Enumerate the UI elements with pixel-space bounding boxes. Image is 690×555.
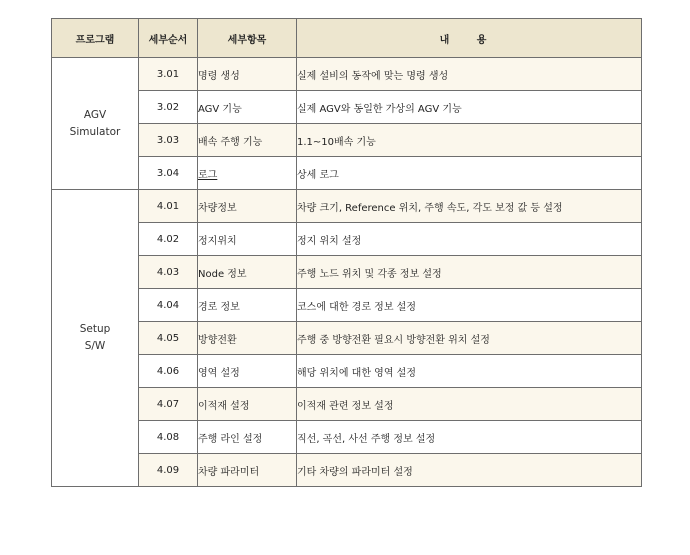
- order-cell: 4.02: [139, 223, 198, 256]
- order-cell: 3.03: [139, 124, 198, 157]
- header-item: 세부항목: [198, 19, 297, 58]
- item-cell: 정지위치: [198, 223, 297, 256]
- item-cell: 이적재 설정: [198, 388, 297, 421]
- table-row: [52, 355, 642, 388]
- table-row: [52, 91, 642, 124]
- order-cell: 4.06: [139, 355, 198, 388]
- item-cell: 영역 설정: [198, 355, 297, 388]
- table-row: [52, 289, 642, 322]
- order-cell: 4.09: [139, 454, 198, 487]
- item-cell: 명령 생성: [198, 58, 297, 91]
- item-cell: 방향전환: [198, 322, 297, 355]
- table-row: [52, 223, 642, 256]
- desc-cell: 상세 로그: [297, 157, 642, 190]
- item-cell: AGV 기능: [198, 91, 297, 124]
- header-content: 내 용: [297, 19, 642, 58]
- desc-cell: 이적재 관련 정보 설정: [297, 388, 642, 421]
- table-row: [52, 322, 642, 355]
- order-cell: 4.01: [139, 190, 198, 223]
- order-cell: 3.01: [139, 58, 198, 91]
- desc-cell: 차량 크기, Reference 위치, 주행 속도, 각도 보정 값 등 설정: [297, 190, 642, 223]
- desc-cell: 해당 위치에 대한 영역 설정: [297, 355, 642, 388]
- desc-cell: 실제 설비의 동작에 맞는 명령 생성: [297, 58, 642, 91]
- desc-cell: 직선, 곡선, 사선 주행 정보 설정: [297, 421, 642, 454]
- program-cell-setup-sw: Setup S/W: [52, 190, 139, 487]
- desc-cell: 주행 노드 위치 및 각종 정보 설정: [297, 256, 642, 289]
- item-cell: 차량정보: [198, 190, 297, 223]
- item-cell: 차량 파라미터: [198, 454, 297, 487]
- order-cell: 4.07: [139, 388, 198, 421]
- table-row: [52, 190, 642, 223]
- order-cell: 4.08: [139, 421, 198, 454]
- desc-cell: 기타 차량의 파라미터 설정: [297, 454, 642, 487]
- order-cell: 3.02: [139, 91, 198, 124]
- table-row: [52, 157, 642, 190]
- item-cell: 로그: [198, 157, 297, 190]
- item-cell: Node 정보: [198, 256, 297, 289]
- program-cell-agv-simulator: AGV Simulator: [52, 58, 139, 190]
- table-row: [52, 256, 642, 289]
- item-cell: 배속 주행 기능: [198, 124, 297, 157]
- order-cell: 3.04: [139, 157, 198, 190]
- order-cell: 4.03: [139, 256, 198, 289]
- desc-cell: 정지 위치 설정: [297, 223, 642, 256]
- order-cell: 4.05: [139, 322, 198, 355]
- desc-cell: 실제 AGV와 동일한 가상의 AGV 기능: [297, 91, 642, 124]
- desc-cell: 코스에 대한 경로 정보 설정: [297, 289, 642, 322]
- desc-cell: 주행 중 방향전환 필요시 방향전환 위치 설정: [297, 322, 642, 355]
- order-cell: 4.04: [139, 289, 198, 322]
- table-row: [52, 421, 642, 454]
- spec-table: [51, 18, 642, 487]
- table-header-row: [52, 19, 642, 58]
- item-cell: 주행 라인 설정: [198, 421, 297, 454]
- table-row: [52, 388, 642, 421]
- table-row: [52, 124, 642, 157]
- table-row: [52, 58, 642, 91]
- item-cell: 경로 정보: [198, 289, 297, 322]
- header-program: 프로그램: [52, 19, 139, 58]
- desc-cell: 1.1~10배속 기능: [297, 124, 642, 157]
- header-order: 세부순서: [139, 19, 198, 58]
- table-row: [52, 454, 642, 487]
